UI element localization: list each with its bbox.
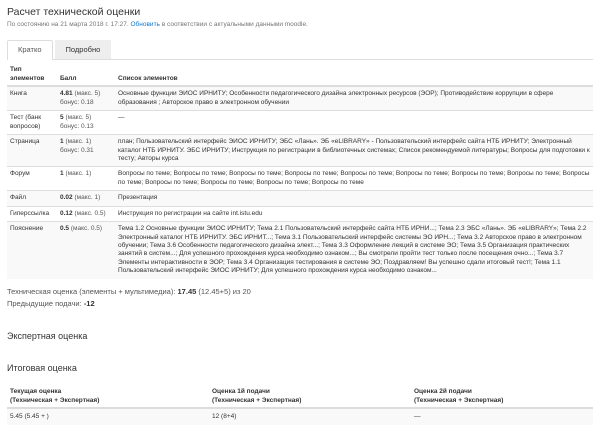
element-list: Вопросы по теме; Вопросы по теме; Вопросы по теме; Вопросы по теме; Вопросы по теме; Вопросы по теме; Вопросы по теме; Вопросы по теме; Вопросы по теме; Вопросы по теме; Вопросы по теме; Вопросы по теме; Вопросы по теме	[115, 167, 593, 191]
element-list: Основные функции ЭИОС ИРНИТУ; Особенности педагогического дизайна электронных ресурсов (ЭОР); Противодействие коррупции в сфере образования ; Авторское право в электронном обучении	[115, 86, 593, 110]
element-type: Страница	[7, 135, 57, 167]
tab-detailed[interactable]: Подробно	[55, 40, 112, 59]
element-score	[57, 111, 115, 135]
score-max: (макс. 1)	[74, 194, 101, 202]
grade-header-first-title: Оценка 1й подачи	[212, 388, 270, 396]
score-value: 0.5	[60, 225, 70, 233]
grade-header-first	[209, 386, 411, 408]
grade-header-second-title: Оценка 2й подачи	[414, 388, 472, 396]
grade-first-value: 12 (8+4)	[209, 408, 411, 425]
element-score	[57, 135, 115, 167]
tech-score-label: Техническая оценка (элементы + мультимедиа):	[7, 286, 176, 296]
element-type: Файл	[7, 191, 57, 206]
table-row	[7, 222, 593, 279]
score-value: 4.81	[60, 90, 73, 98]
grade-second-value: —	[411, 408, 593, 425]
previous-value: -12	[83, 298, 95, 308]
element-score	[57, 167, 115, 191]
element-type: Пояснение	[7, 222, 57, 279]
element-list: план; Пользовательский интерфейс ЭИОС ИРНИТУ; ЭБС «Лань». ЭБ «eLIBRARY» - Пользовательский интерфейс сайта НТБ ИРНИТУ; Электронный каталог НТБ ИРНИТУ. ЭБС ИРНИТУ; Инструкция по регистрации в библиотечных системах; Список рекомендуемой литературы; Вопросы для подготовки к тесту; Авторы курса	[115, 135, 593, 167]
score-max: (макс. 1)	[65, 170, 92, 178]
status-suffix: в соответствии с актуальными данными moodle.	[161, 21, 308, 28]
tech-score-value: 17.45	[177, 286, 197, 296]
score-max: (макс. 0.5)	[70, 225, 103, 233]
grades-header-row	[7, 386, 593, 408]
previous-submissions-line	[7, 298, 593, 310]
element-list: —	[115, 111, 593, 135]
score-value: 5	[60, 114, 64, 122]
score-bonus: бонус: 0.18	[60, 98, 94, 106]
score-value: 0.12	[60, 209, 73, 217]
table-row	[7, 135, 593, 167]
table-row	[7, 86, 593, 110]
previous-label: Предыдущие подачи:	[7, 298, 82, 308]
grades-row	[7, 408, 593, 425]
score-max: (макс. 5)	[65, 114, 92, 122]
element-type: Гиперссылка	[7, 206, 57, 221]
element-type: Форум	[7, 167, 57, 191]
score-value: 1	[60, 138, 64, 146]
element-list: Инструкция по регистрации на сайте int.istu.edu	[115, 206, 593, 221]
table-row	[7, 206, 593, 221]
header-type: Тип элементов	[7, 64, 57, 86]
score-value: 0.02	[60, 194, 73, 202]
score-max: (макс. 0.5)	[74, 209, 106, 217]
grade-header-second-sub: (Техническая + Экспертная)	[414, 396, 504, 404]
element-score	[57, 206, 115, 221]
score-bonus: бонус: 0.13	[60, 122, 94, 130]
element-score	[57, 222, 115, 279]
status-prefix: По состоянию на 21 марта 2018 г. 17:27.	[7, 21, 129, 28]
score-max: (макс. 5)	[74, 90, 101, 98]
page-title: Расчет технической оценки	[7, 6, 141, 18]
tech-score-detail: (12.45+5) из 20	[198, 286, 251, 296]
table-row	[7, 191, 593, 206]
summary	[7, 286, 593, 310]
header-list: Список элементов	[115, 64, 593, 86]
table-row	[7, 167, 593, 191]
grade-header-current-sub: (Техническая + Экспертная)	[10, 396, 100, 404]
score-max: (макс. 1)	[65, 138, 92, 146]
status-line	[7, 21, 593, 29]
grade-current-value: 5.45 (5.45 + )	[7, 408, 209, 425]
table-header-row	[7, 64, 593, 86]
refresh-link[interactable]: Обновить	[130, 21, 160, 28]
score-value: 1	[60, 170, 64, 178]
grade-header-current-title: Текущая оценка	[10, 388, 62, 396]
element-score	[57, 86, 115, 110]
element-type: Книга	[7, 86, 57, 110]
element-list: Тема 1.2 Основные функции ЭИОС ИРНИТУ; Тема 2.1 Пользовательский интерфейс сайта НТБ ИРНИ...; Тема 2.3 ЭБС «Лань». ЭБ «eLIBRARY»; Тема 2.2 Электронный каталог НТБ ИРНИТУ. ЭБС ИРНИТ...; Тема 3.1 Пользовательский интерфейс системы ЭО ИРН...; Тема 3.2 Авторское право в электронном обучении; Тема 3.6 Особенности педагогического дизайна элект...; Тема 3.3 Оформление лекций в системе ЭО; Тема 3.5 Организация практических занятий в систем...; Для успешного прохождения курса необходимо ознаком...; Вы смотрели пройти тест только после посещения очно...; Тема 3.7 Элементы интерактивности в ЭОР; Тема 3.4 Организация тестирования в системе ЭО; Поздравляем! Вы успешно сдали итоговый тест!; Тема 1.1 Пользовательский интерфейс ЭИОС ИРНИТУ; Для успешного прохождения курса необходимо ознаком...	[115, 222, 593, 279]
grades-table	[7, 386, 593, 425]
final-title: Итоговая оценка	[7, 363, 77, 374]
grade-header-second	[411, 386, 593, 408]
element-type: Тест (банк вопросов)	[7, 111, 57, 135]
table-body	[7, 86, 593, 278]
tabs	[7, 40, 593, 60]
expert-title: Экспертная оценка	[7, 330, 88, 341]
tab-brief[interactable]: Кратко	[7, 40, 53, 60]
table-row	[7, 111, 593, 135]
element-list: Презентация	[115, 191, 593, 206]
elements-table	[7, 64, 593, 278]
score-bonus: бонус: 0.31	[60, 146, 94, 154]
grade-header-current	[7, 386, 209, 408]
tech-score-line	[7, 286, 593, 298]
grade-header-first-sub: (Техническая + Экспертная)	[212, 396, 302, 404]
header-score: Балл	[57, 64, 115, 86]
element-score	[57, 191, 115, 206]
